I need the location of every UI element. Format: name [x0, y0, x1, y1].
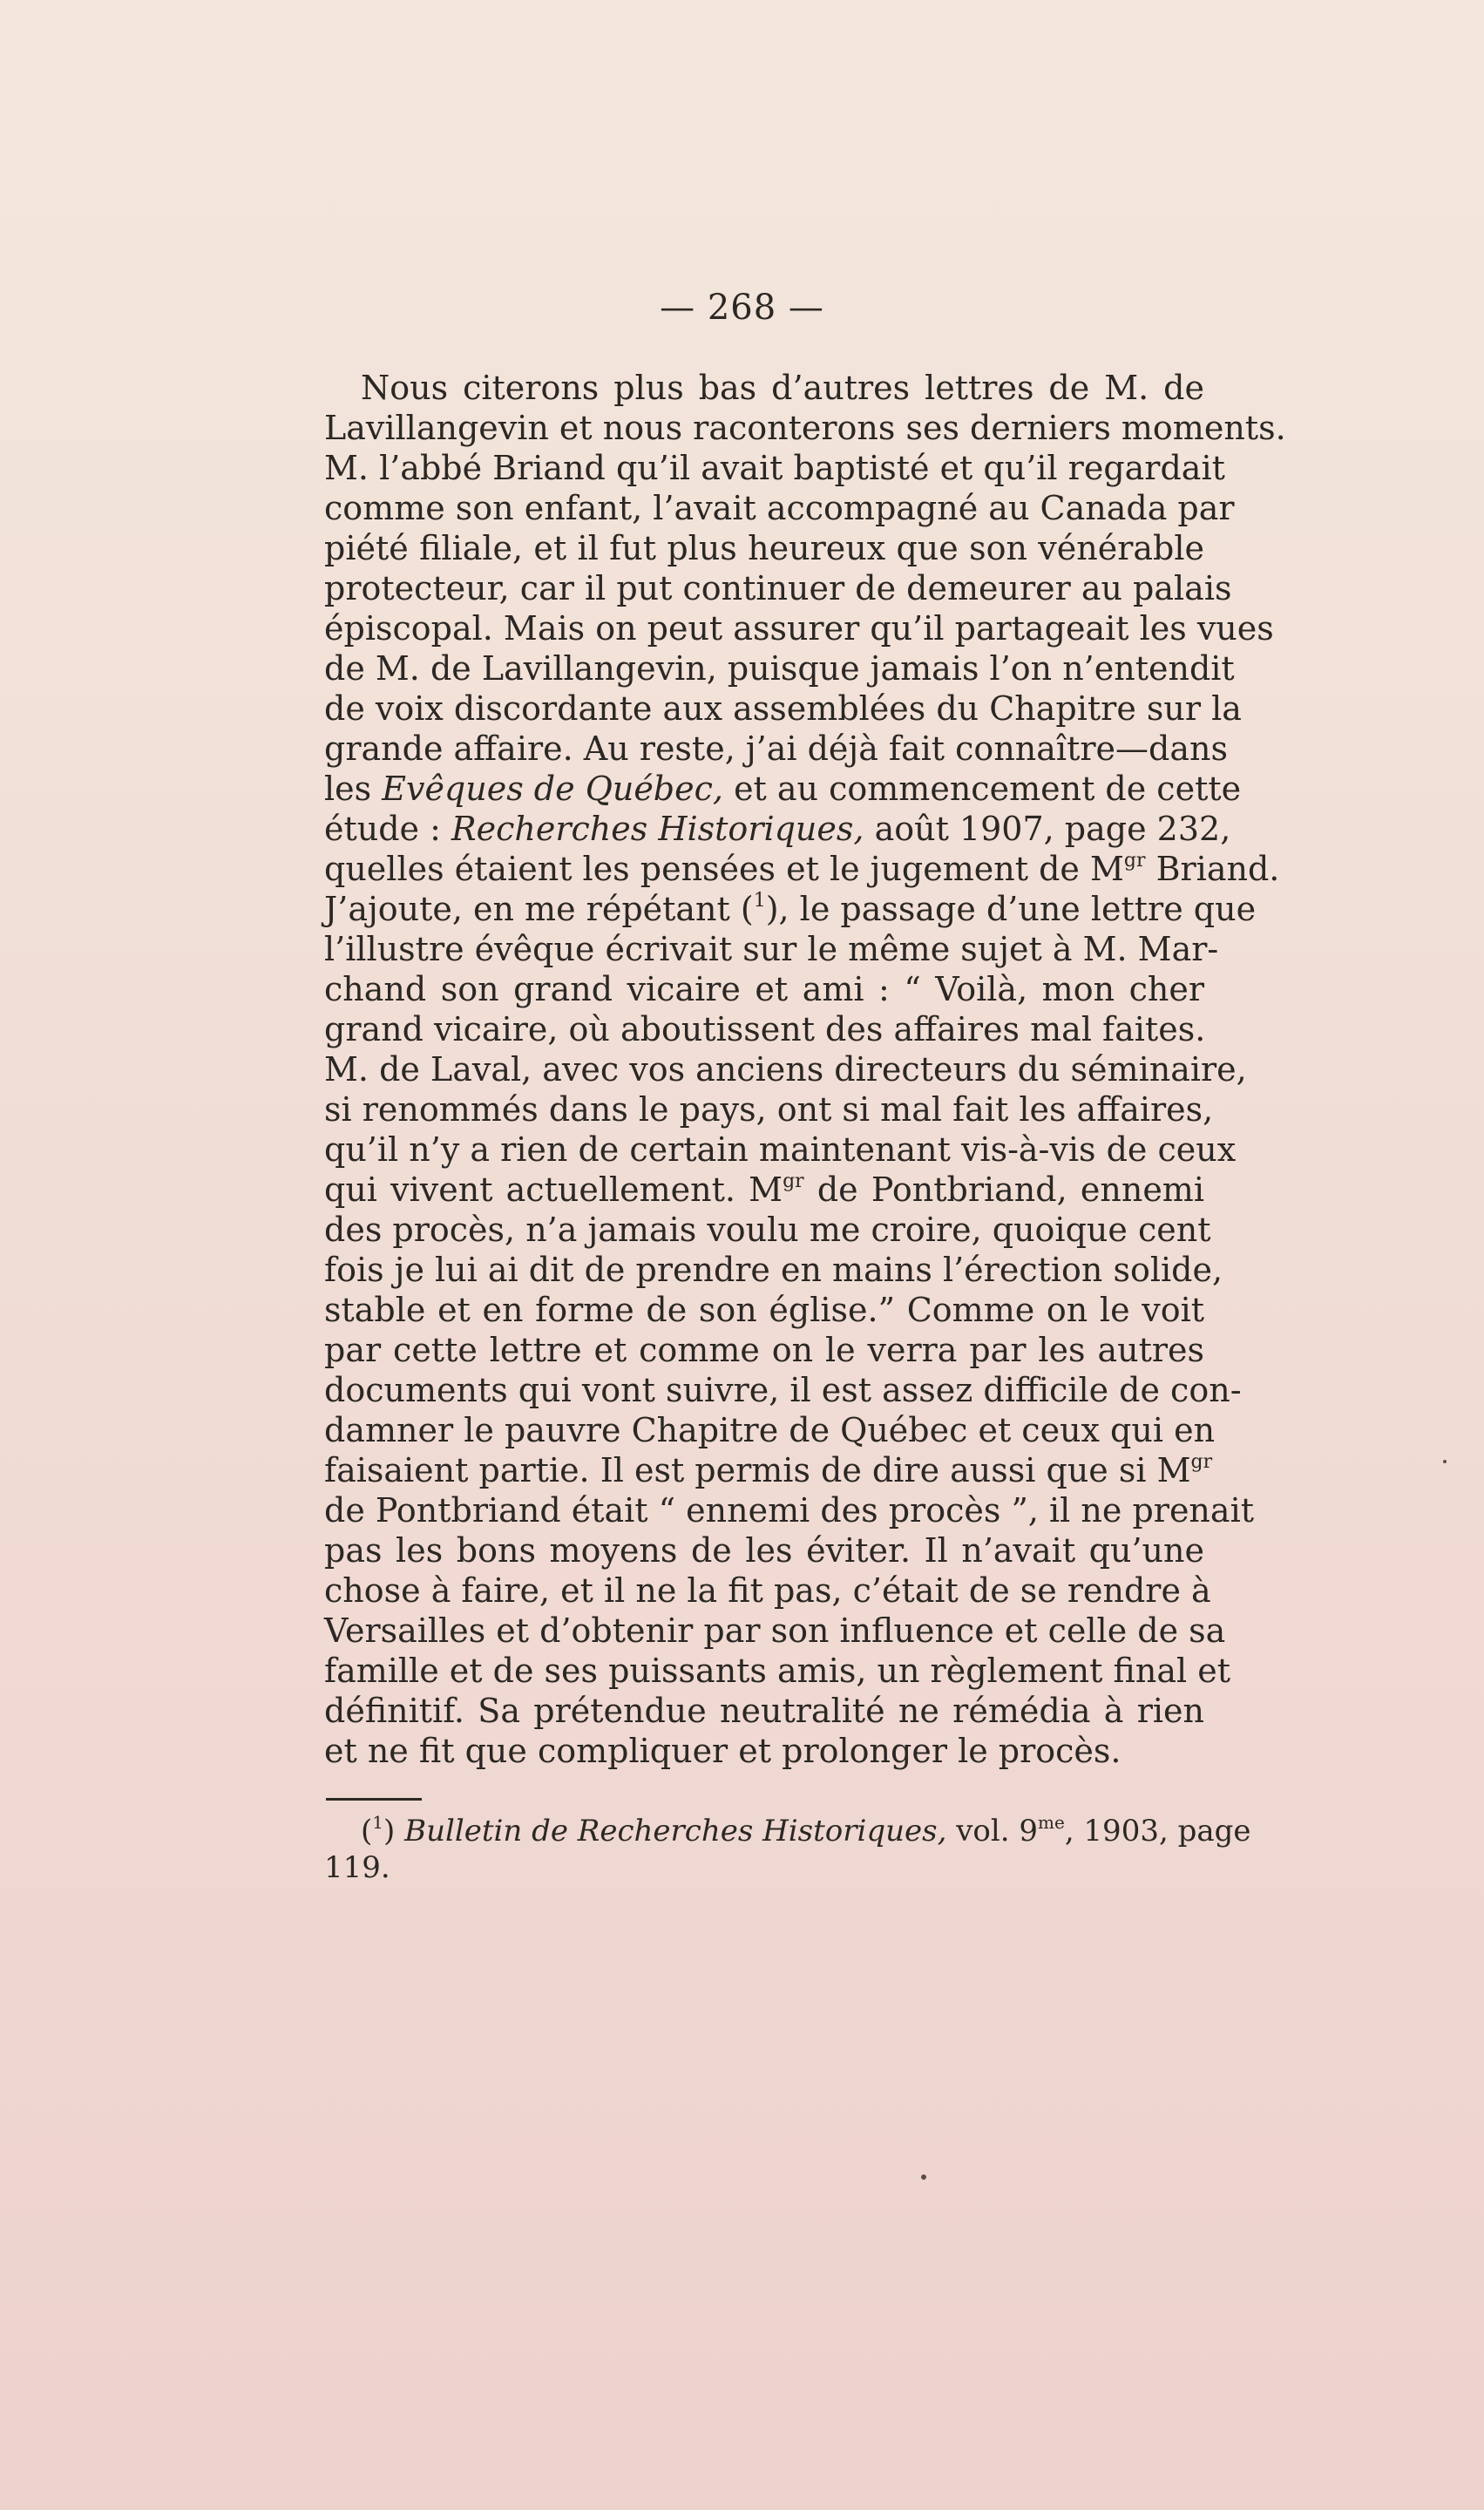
body-line [324, 969, 1204, 1009]
body-line [324, 1290, 1204, 1330]
text-run: ( [361, 1814, 373, 1849]
paper-speck [921, 2174, 926, 2180]
text-run: , 1903, page [1064, 1814, 1251, 1849]
body-line [324, 1009, 1204, 1049]
footnote-line [324, 1811, 1251, 1849]
text-run: de voix discordante aux assemblées du Chapitre sur la [324, 689, 1242, 728]
text-run: piété filiale, et il fut plus heureux que son vénérable [324, 529, 1204, 567]
text-run: 119. [324, 1850, 390, 1885]
text-run: faisaient partie. Il est permis de dire aussi que si M [324, 1451, 1191, 1489]
text-run: de M. de Lavillangevin, puisque jamais l’on n’entendit [324, 649, 1235, 688]
page-number: — 268 — [660, 288, 824, 328]
body-line [324, 1570, 1211, 1611]
italic-text: Recherches Historiques, [451, 810, 864, 848]
superscript: me [1038, 1811, 1065, 1833]
text-run: des procès, n’a jamais voulu me croire, quoique cent [324, 1211, 1211, 1249]
body-line [324, 729, 1228, 769]
superscript: 1 [753, 890, 766, 912]
text-run: quelles étaient les pensées et le jugement de M [324, 850, 1124, 888]
body-line [324, 1530, 1204, 1570]
body-line [324, 1330, 1204, 1370]
text-run: définitif. Sa prétendue neutralité ne rémédia à rien [324, 1692, 1204, 1730]
text-run: épiscopal. Mais on peut assurer qu’il partageait les vues [324, 609, 1274, 648]
body-line [324, 1170, 1204, 1210]
text-run: M. de Laval, avec vos anciens directeurs du séminaire, [324, 1050, 1247, 1089]
text-run: et au commencement de cette [722, 770, 1242, 808]
text-run: Versailles et d’obtenir par son influence et celle de sa [324, 1611, 1226, 1650]
text-run: comme son enfant, l’avait accompagné au Canada par [324, 489, 1235, 527]
body-line [324, 528, 1204, 568]
text-run: ) [383, 1814, 405, 1849]
footnote-line [324, 1849, 1204, 1886]
body-line [324, 689, 1242, 729]
paper-speck [1443, 1460, 1447, 1463]
text-run: qui vivent actuellement. M [324, 1170, 783, 1209]
superscript: 1 [372, 1811, 383, 1833]
superscript: gr [783, 1170, 804, 1193]
text-run: par cette lettre et comme on le verra par les autres [324, 1331, 1204, 1369]
text-run: et ne fit que compliquer et prolonger le procès. [324, 1732, 1121, 1770]
italic-text: Evêques de Québec, [382, 770, 723, 808]
body-text [324, 368, 1286, 1771]
body-line [324, 1450, 1213, 1490]
text-run: de Pontbriand était “ ennemi des procès ”, il ne prenait [324, 1491, 1254, 1530]
text-run: qu’il n’y a rien de certain maintenant vis-à-vis de ceux [324, 1130, 1237, 1169]
footnote [324, 1811, 1251, 1886]
text-run: famille et de ses puissants amis, un règlement final et [324, 1652, 1230, 1690]
body-line [324, 929, 1219, 969]
text-run: Briand. [1145, 850, 1280, 888]
text-run: les [324, 770, 383, 808]
text-run: vol. 9 [946, 1814, 1038, 1849]
body-line [324, 448, 1225, 488]
text-run: fois je lui ai dit de prendre en mains l’érection solide, [324, 1251, 1223, 1289]
text-run: protecteur, car il put continuer de demeurer au palais [324, 569, 1232, 607]
body-line [324, 1611, 1226, 1651]
text-run: pas les bons moyens de les éviter. Il n’avait qu’une [324, 1531, 1204, 1570]
body-line [324, 1490, 1254, 1530]
body-line [324, 1651, 1230, 1691]
text-run: août 1907, page 232, [864, 810, 1231, 848]
body-line [324, 1370, 1242, 1410]
text-run: étude : [324, 810, 452, 848]
text-run: Lavillangevin et nous raconterons ses derniers moments. [324, 409, 1286, 447]
body-line [324, 769, 1242, 809]
body-line [324, 608, 1274, 648]
text-run: chose à faire, et il ne la fit pas, c’était de se rendre à [324, 1571, 1211, 1610]
body-line [324, 488, 1235, 528]
body-line [324, 849, 1280, 889]
body-line [324, 1210, 1211, 1250]
text-run: grande affaire. Au reste, j’ai déjà fait connaître—dans [324, 729, 1228, 768]
body-line [324, 1691, 1204, 1731]
text-run: stable et en forme de son église.” Comme on le voit [324, 1291, 1204, 1329]
text-run: si renommés dans le pays, ont si mal fait les affaires, [324, 1090, 1214, 1129]
text-run: l’illustre évêque écrivait sur le même sujet à M. Mar- [324, 930, 1219, 968]
superscript: gr [1190, 1451, 1213, 1474]
text-run: M. l’abbé Briand qu’il avait baptisté et qu’il regardait [324, 449, 1225, 487]
body-line [324, 1250, 1223, 1290]
text-run: documents qui vont suivre, il est assez difficile de con- [324, 1371, 1242, 1409]
italic-text: Bulletin de Recherches Historiques, [404, 1814, 947, 1849]
text-run: damner le pauvre Chapitre de Québec et ceux qui en [324, 1411, 1216, 1449]
text-run: Nous citerons plus bas d’autres lettres de M. de [361, 369, 1204, 407]
body-line [324, 648, 1235, 689]
superscript: gr [1123, 850, 1146, 872]
body-line [324, 568, 1232, 608]
body-line [324, 889, 1257, 929]
body-line [324, 1410, 1216, 1450]
body-line [324, 1731, 1204, 1771]
body-line [324, 1049, 1247, 1089]
body-line [324, 368, 1204, 408]
text-run: ), le passage d’une lettre que [765, 890, 1257, 928]
footnote-rule [326, 1798, 422, 1801]
text-run: chand son grand vicaire et ami : “ Voilà, mon cher [324, 970, 1204, 1008]
body-line [324, 408, 1286, 448]
text-run: de Pontbriand, ennemi [803, 1170, 1204, 1209]
text-run: J’ajoute, en me répétant ( [324, 890, 754, 928]
text-run: grand vicaire, où aboutissent des affaires mal faites. [324, 1010, 1206, 1048]
body-line [324, 1089, 1214, 1130]
body-line [324, 1130, 1237, 1170]
body-line [324, 809, 1231, 849]
